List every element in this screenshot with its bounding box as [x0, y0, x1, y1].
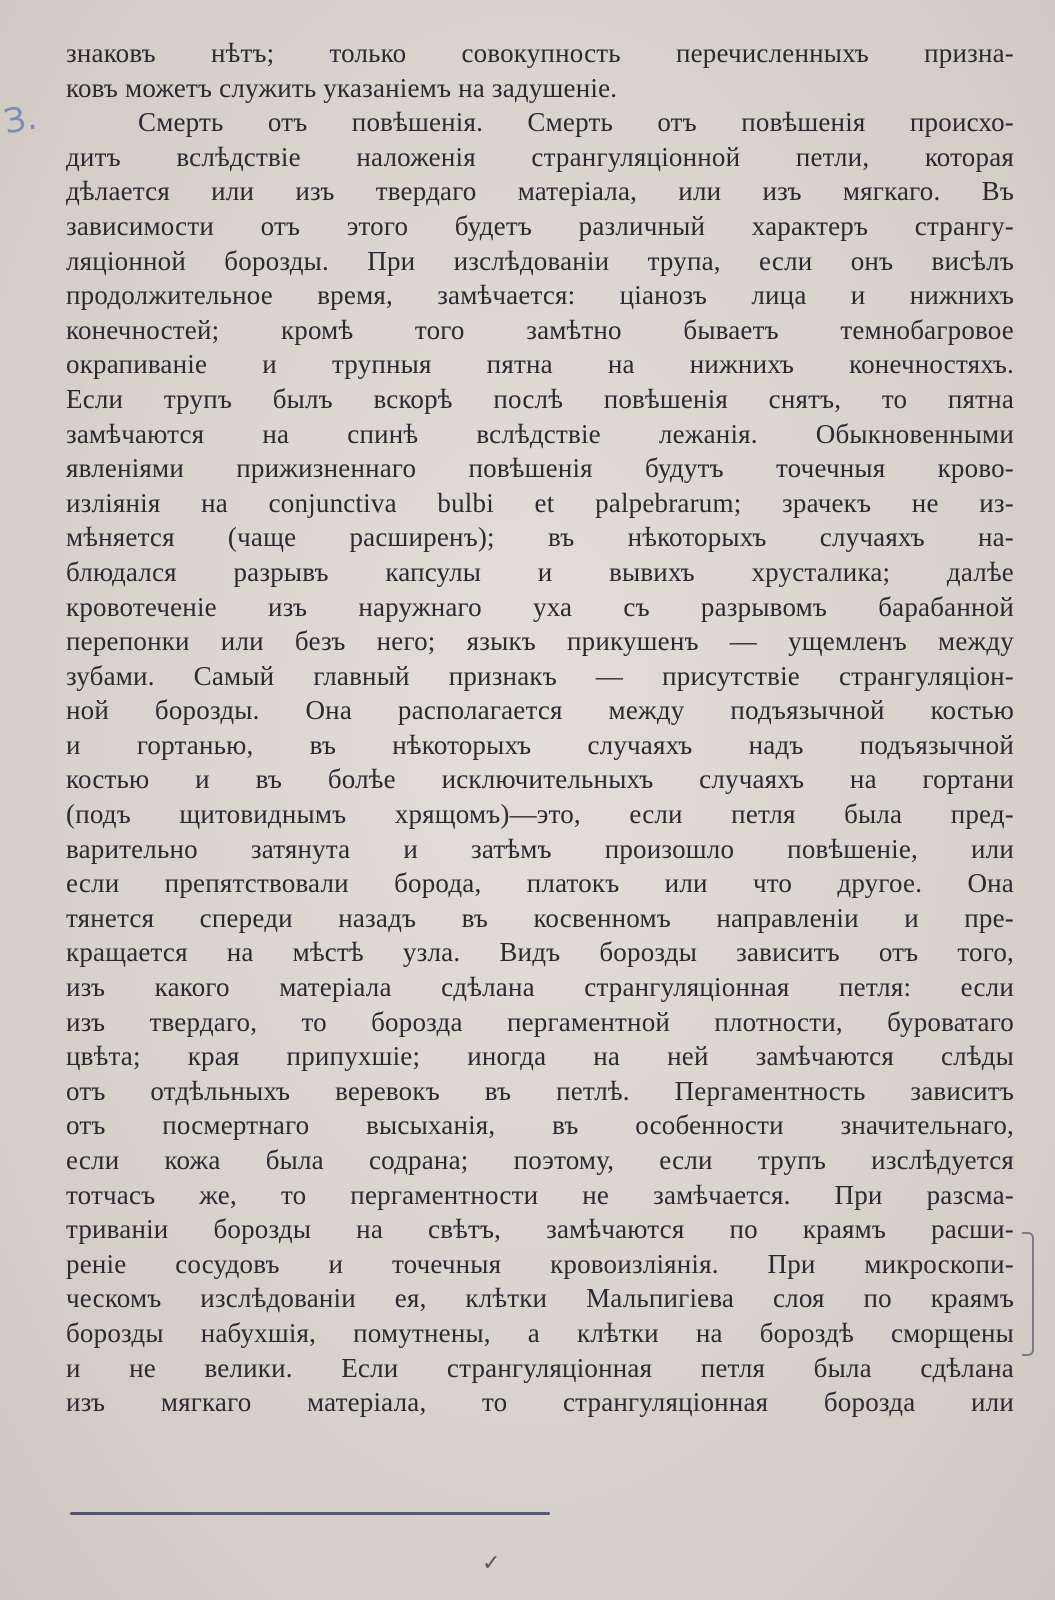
text-line: знаковъ нѣтъ; только совокупность перечисленныхъ призна- [66, 38, 1014, 68]
text-line: борозды набухшія, помутнены, а клѣтки на бороздѣ сморщены [66, 1317, 1014, 1348]
text-line: (подъ щитовиднымъ хрящомъ)—это, если петля была пред- [66, 799, 1014, 830]
text-line: перепонки или безъ него; языкъ прикушенъ — ущемленъ между [66, 626, 1014, 657]
text-line: варительно затянута и затѣмъ произошло повѣшеніе, или [66, 833, 1014, 864]
margin-bracket-mark [1022, 1232, 1034, 1356]
page-footer-mark: ✓ [482, 1550, 501, 1575]
text-line: тянется спереди назадъ въ косвенномъ направленіи и пре- [66, 902, 1014, 933]
text-line: и не велики. Если странгуляціонная петля была сдѣлана [66, 1352, 1014, 1383]
text-line: явленіями прижизненнаго повѣшенія будутъ точечныя крово- [66, 453, 1014, 484]
margin-pen-mark: З. [0, 97, 40, 143]
text-line: изъ твердаго, то борозда пергаментной плотности, буроватаго [66, 1006, 1014, 1037]
body-text [66, 36, 1014, 1420]
text-line: Если трупъ былъ вскорѣ послѣ повѣшенія снятъ, то пятна [66, 383, 1014, 414]
text-line: изъ какого матеріала сдѣлана странгуляціонная петля: если [66, 972, 1014, 1003]
text-line: триваніи борозды на свѣтъ, замѣчаются по краямъ расши- [66, 1214, 1014, 1245]
text-line: отъ отдѣльныхъ веревокъ въ петлѣ. Пергаментность зависитъ [66, 1075, 1014, 1106]
text-line: изъ мягкаго матеріала, то странгуляціонная борозда или [66, 1387, 1014, 1418]
text-line: окрапиваніе и трупныя пятна на нижнихъ конечностяхъ. [66, 349, 1014, 380]
text-line: изліянія на conjunctiva bulbi et palpebrarum; зрачекъ не из- [66, 487, 1014, 518]
text-line: ковъ можетъ служить указаніемъ на задушеніе. [66, 72, 618, 103]
text-line: и гортанью, въ нѣкоторыхъ случаяхъ надъ подъязычной [66, 729, 1014, 760]
bottom-pen-rule [70, 1512, 550, 1515]
text-line: цвѣта; края припухшіе; иногда на ней замѣчаются слѣды [66, 1041, 1014, 1072]
text-line: кращается на мѣстѣ узла. Видъ борозды зависитъ отъ того, [66, 937, 1014, 968]
text-line: дитъ вслѣдствіе наложенія странгуляціонной петли, которая [66, 141, 1014, 172]
text-line: конечностей; кромѣ того замѣтно бываетъ темнобагровое [66, 314, 1014, 345]
text-line: дѣлается или изъ твердаго матеріала, или изъ мягкаго. Въ [66, 176, 1014, 207]
text-line: костью и въ болѣе исключительныхъ случаяхъ на гортани [66, 764, 1014, 795]
section-heading-line: Смерть отъ повѣшенія. Смерть отъ повѣшенія происхо- [138, 107, 1014, 138]
text-line: отъ посмертнаго высыханія, въ особенности значительнаго, [66, 1110, 1014, 1141]
text-line: тотчасъ же, то пергаментности не замѣчается. При разсма- [66, 1179, 1014, 1210]
text-line: продолжительное время, замѣчается: ціанозъ лица и нижнихъ [66, 280, 1014, 311]
text-line: зубами. Самый главный признакъ — присутствіе странгуляціон- [66, 660, 1014, 691]
text-line: кровотеченіе изъ наружнаго уха съ разрывомъ барабанной [66, 591, 1014, 622]
text-line: ляціонной борозды. При изслѣдованіи трупа, если онъ висѣлъ [66, 245, 1014, 276]
text-line: если препятствовали борода, платокъ или что другое. Она [66, 868, 1014, 899]
text-line: реніе сосудовъ и точечныя кровоизліянія. При микроскопи- [66, 1248, 1014, 1279]
text-line: ной борозды. Она располагается между подъязычной костью [66, 695, 1014, 726]
text-line: если кожа была содрана; поэтому, если трупъ изслѣдуется [66, 1145, 1014, 1175]
text-line: блюдался разрывъ капсулы и вывихъ хрусталика; далѣе [66, 556, 1014, 587]
text-line: ческомъ изслѣдованіи ея, клѣтки Мальпигіева слоя по краямъ [66, 1283, 1014, 1314]
text-line: зависимости отъ этого будетъ различный характеръ странгу- [66, 210, 1014, 241]
text-line: замѣчаются на спинѣ вслѣдствіе лежанія. Обыкновенными [66, 418, 1014, 449]
text-line: мѣняется (чаще расширенъ); въ нѣкоторыхъ случаяхъ на- [66, 522, 1014, 553]
